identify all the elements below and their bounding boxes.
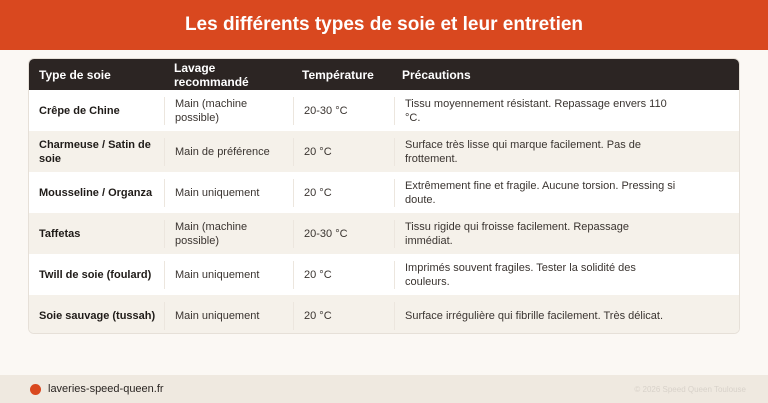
cell-type: Mousseline / Organza: [39, 186, 153, 199]
cell-temperature: 20 °C: [304, 145, 332, 158]
column-header-lavage: Lavage recommandé: [174, 60, 249, 89]
silk-care-table: [28, 58, 740, 334]
column-header-temperature: Température: [302, 67, 374, 82]
cell-type: Taffetas: [39, 227, 81, 240]
cell-type: Charmeuse / Satin de soie: [39, 138, 151, 165]
page-title: Les différents types de soie et leur entretien: [184, 14, 584, 35]
table-header-row: [29, 59, 739, 90]
page-header: [0, 0, 768, 50]
brand-link[interactable]: laveries-speed-queen.fr: [48, 383, 164, 395]
table-row: [29, 295, 739, 334]
cell-temperature: 20-30 °C: [304, 227, 348, 240]
cell-precautions: Surface très lisse qui marque facilement. Pas de frottement.: [405, 138, 642, 165]
cell-temperature: 20-30 °C: [304, 104, 348, 117]
cell-type: Soie sauvage (tussah): [39, 309, 156, 322]
table-row: [29, 131, 739, 172]
cell-precautions: Tissu rigide qui froisse facilement. Repassage immédiat.: [405, 220, 629, 247]
cell-precautions: Extrêmement fine et fragile. Aucune torsion. Pressing si doute.: [405, 179, 676, 206]
cell-precautions: Imprimés souvent fragiles. Tester la solidité des couleurs.: [405, 261, 636, 288]
cell-type: Twill de soie (foulard): [39, 268, 152, 281]
cell-temperature: 20 °C: [304, 186, 332, 199]
cell-lavage: Main de préférence: [175, 145, 270, 158]
cell-type: Crêpe de Chine: [39, 104, 120, 117]
brand: [30, 383, 164, 395]
table-row: [29, 254, 739, 295]
table-row: [29, 213, 739, 254]
cell-temperature: 20 °C: [304, 309, 332, 322]
copyright-text: © 2026 Speed Queen Toulouse: [634, 384, 746, 394]
brand-dot-icon: [30, 384, 41, 395]
column-header-type: Type de soie: [39, 67, 111, 82]
table-row: [29, 90, 739, 131]
cell-temperature: 20 °C: [304, 268, 332, 281]
cell-lavage: Main uniquement: [175, 268, 260, 281]
page-footer: [0, 375, 768, 403]
column-header-precautions: Précautions: [402, 67, 471, 82]
cell-lavage: Main (machine possible): [175, 220, 248, 247]
cell-lavage: Main uniquement: [175, 186, 260, 199]
cell-precautions: Tissu moyennement résistant. Repassage envers 110 °C.: [405, 97, 667, 124]
cell-precautions: Surface irrégulière qui fibrille facilement. Très délicat.: [405, 309, 664, 322]
cell-lavage: Main (machine possible): [175, 97, 248, 124]
table-row: [29, 172, 739, 213]
cell-lavage: Main uniquement: [175, 309, 260, 322]
